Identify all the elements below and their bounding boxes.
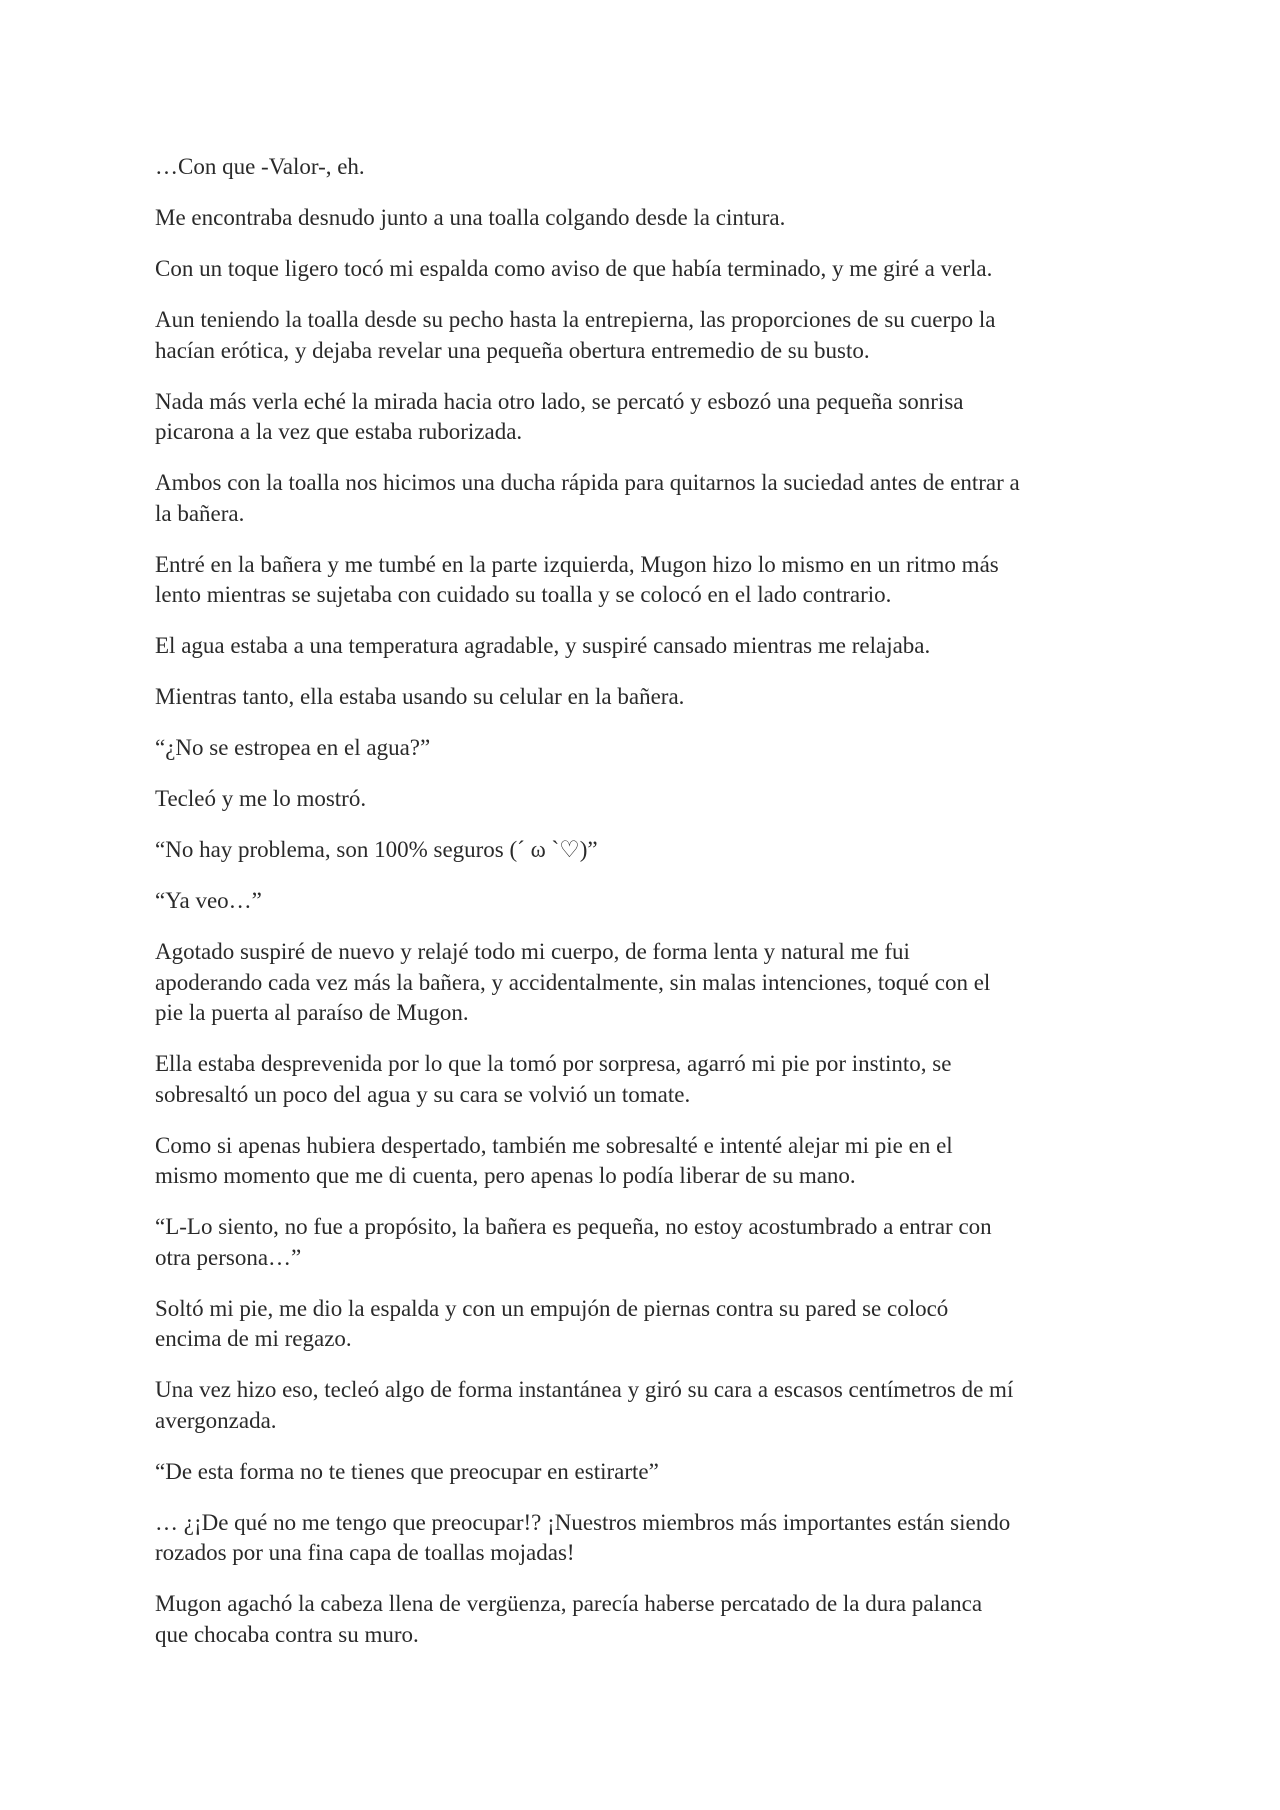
paragraph: Aun teniendo la toalla desde su pecho hasta la entrepierna, las proporciones de su cuerpo la hacían erótica, y dejaba revelar una pequeña obertura entremedio de su busto. (155, 307, 996, 363)
dialogue-paragraph: “L-Lo siento, no fue a propósito, la bañera es pequeña, no estoy acostumbrado a entrar con otra persona…” (155, 1214, 992, 1270)
paragraph: Mugon agachó la cabeza llena de vergüenza, parecía haberse percatado de la dura palanca que chocaba contra su muro. (155, 1591, 983, 1647)
paragraph: Una vez hizo eso, tecleó algo de forma instantánea y giró su cara a escasos centímetros de mí avergonzada. (155, 1377, 1014, 1433)
paragraph: Me encontraba desnudo junto a una toalla colgando desde la cintura. (155, 205, 786, 230)
paragraph: Agotado suspiré de nuevo y relajé todo mi cuerpo, de forma lenta y natural me fui apoderando cada vez más la bañera, y accidentalmente, sin malas intenciones, toqué con el pie la puerta al paraíso de Mugon. (155, 939, 991, 1025)
paragraph: …Con que -Valor-, eh. (155, 154, 365, 179)
paragraph: Con un toque ligero tocó mi espalda como aviso de que había terminado, y me giré a verla. (155, 256, 993, 281)
dialogue-paragraph: “Ya veo…” (155, 888, 262, 913)
paragraph: Entré en la bañera y me tumbé en la parte izquierda, Mugon hizo lo mismo en un ritmo más lento mientras se sujetaba con cuidado su toalla y se colocó en el lado contrario. (155, 551, 999, 607)
document-body (155, 152, 1135, 1671)
paragraph: El agua estaba a una temperatura agradable, y suspiré cansado mientras me relajaba. (155, 633, 931, 658)
paragraph: Mientras tanto, ella estaba usando su celular en la bañera. (155, 684, 685, 709)
paragraph: Ella estaba desprevenida por lo que la tomó por sorpresa, agarró mi pie por instinto, se sobresaltó un poco del agua y su cara se volvió un tomate. (155, 1051, 952, 1107)
dialogue-paragraph: “¿No se estropea en el agua?” (155, 735, 431, 760)
dialogue-paragraph: “No hay problema, son 100% seguros (´ ω `♡)” (155, 837, 598, 862)
dialogue-paragraph: “De esta forma no te tienes que preocupar en estirarte” (155, 1458, 659, 1484)
paragraph: … ¿¡De qué no me tengo que preocupar!? ¡Nuestros miembros más importantes están siendo rozados por una fina capa de toallas mojadas! (155, 1509, 1011, 1565)
paragraph: Nada más verla eché la mirada hacia otro lado, se percató y esbozó una pequeña sonrisa picarona a la vez que estaba ruborizada. (155, 388, 964, 444)
paragraph: Soltó mi pie, me dio la espalda y con un empujón de piernas contra su pared se colocó encima de mi regazo. (155, 1295, 949, 1351)
paragraph: Como si apenas hubiera despertado, también me sobresalté e intenté alejar mi pie en el mismo momento que me di cuenta, pero apenas lo podía liberar de su mano. (155, 1132, 953, 1188)
paragraph: Tecleó y me lo mostró. (155, 786, 367, 811)
paragraph: Ambos con la toalla nos hicimos una ducha rápida para quitarnos la suciedad antes de entrar a la bañera. (155, 470, 1020, 526)
